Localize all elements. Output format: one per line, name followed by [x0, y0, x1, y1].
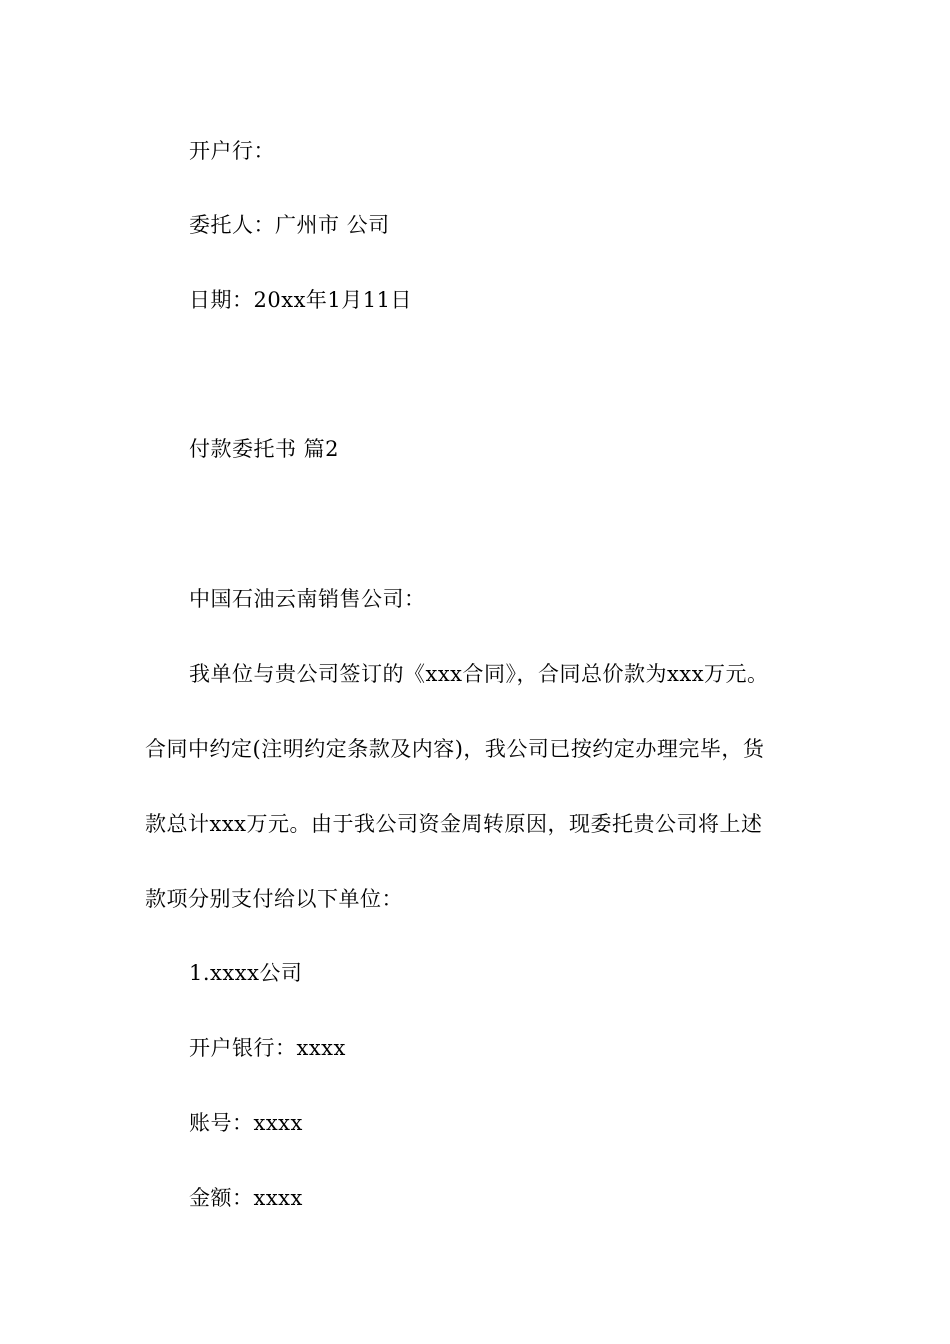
- recipient-line: 中国石油云南销售公司：: [189, 587, 426, 611]
- bank-line: 开户银行：xxxx: [189, 1036, 346, 1060]
- bank-label-line: 开户行：: [189, 139, 275, 163]
- body-paragraph-line-2: 合同中约定(注明约定条款及内容)，我公司已按约定办理完毕，货: [145, 737, 765, 761]
- company-item: 1.xxxx公司: [189, 961, 303, 985]
- amount-line: 金额：xxxx: [189, 1186, 303, 1210]
- date-line: 日期：20xx年1月11日: [189, 288, 412, 312]
- principal-line: 委托人：广州市 公司: [189, 213, 390, 237]
- body-paragraph-line-4: 款项分别支付给以下单位：: [145, 887, 403, 911]
- body-paragraph-line-3: 款总计xxx万元。由于我公司资金周转原因，现委托贵公司将上述: [145, 812, 763, 836]
- body-paragraph-line-1: 我单位与贵公司签订的《xxx合同》，合同总价款为xxx万元。: [189, 662, 769, 686]
- account-line: 账号：xxxx: [189, 1111, 303, 1135]
- section-heading: 付款委托书 篇2: [189, 437, 340, 461]
